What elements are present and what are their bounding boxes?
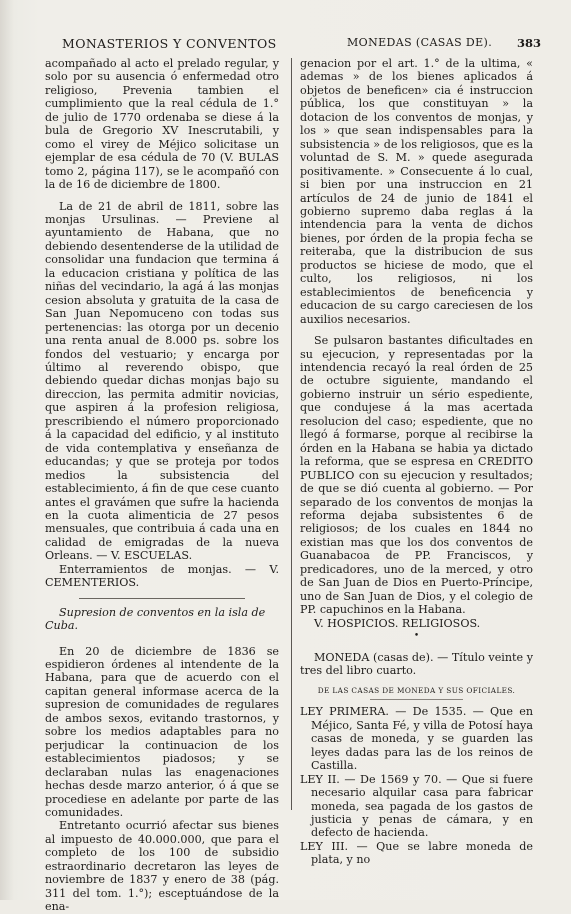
paragraph: acompañado al acto el prelado regular, y solo por su ausencia ó enfermedad otro religioso, Prevenia tambien el cumplimiento que la real cédula de 1.° de julio de 1770 ordenaba se diese á la bula de Gregorio XV Inescrutabili, y como el virey de Méjico solicitase un ejemplar de esa cédula de 70 (V. BULAS tomo 2, página 117), se le acompañó con la de 16 de diciembre de 1800. [45, 57, 279, 192]
right-column [300, 57, 533, 867]
running-head-right: MONEDAS (CASAS DE). [347, 36, 493, 49]
paragraph: Entretanto ocurrió afectar sus bienes al impuesto de 40.000.000, que para el completo de los 100 de subsidio estraordinario decretaron las leyes de noviembre de 1837 y enero de 38 (pág. 311 del tom. 1.°); esceptuándose de la ena- [45, 819, 279, 914]
section-heading: Supresion de conventos en la isla de Cuba. [45, 605, 266, 633]
section-subtitle: DE LAS CASAS DE MONEDA Y SUS OFICIALES. [317, 685, 516, 695]
section-divider [79, 598, 245, 599]
paragraph: genacion por el art. 1.° de la ultima, « ademas » de los bienes aplicados á objetos de beneficen» cia é instruccion pública, los que constituyan » la dotacion de los conventos de monjas, y los » que sean indispensables para la subsistencia » de los religiosos, que es la voluntad de S. M. » quede asegurada positivamente. » Consecuente á lo cual, si bien por una instruccion en 21 artículos de 24 de junio de 1841 el gobierno supremo daba reglas á la intendencia para la venta de dichos bienes, por órden de la propia fecha se reiteraba, que la distribucion de sus productos se hiciese de modo, que el culto, los religiosos, ni los establecimientos de beneficencia y educacion de su cargo careciesen de los auxilios necesarios. [300, 57, 533, 326]
cross-reference: V. HOSPICIOS. RELIGIOSOS. [314, 616, 481, 630]
page-header [40, 36, 541, 54]
paragraph: En 20 de diciembre de 1836 se espidieron órdenes al intendente de la Habana, para que de acuerdo con el capitan general informase acerca de la supresion de comunidades de regulares de ambos sexos, evitando trastornos, y sobre los medios adaptables para no perjudicar la continuacion de los establecimientos piadosos; y se declaraban nulas las enagenaciones hechas desde marzo anterior, ó á que se procediese en adelante por parte de las comunidades. [45, 644, 279, 820]
left-column [45, 57, 279, 914]
law-entry: LEY PRIMERA. — De 1535. — Que en Méjico, Santa Fé, y villa de Potosí haya casas de moneda, y se guarden las leyes dadas para las de los reinos de Castilla. [300, 705, 533, 773]
column-rule [291, 58, 292, 810]
title-entry: MONEDA (casas de). — Título veinte y tres del libro cuarto. [300, 651, 533, 678]
running-head-left: MONASTERIOS Y CONVENTOS [62, 36, 277, 51]
subtitle-rule [370, 699, 463, 700]
paragraph: Se pulsaron bastantes dificultades en su ejecucion, y representadas por la intendencia recayó la real órden de 25 de octubre siguiente, mandando el gobierno instruir un sério espediente, que condujese á la mas acertada resolucion del caso; espediente, que no llegó á formarse, porque al recibirse la órden en la Habana se habia ya dictado la reforma, que se espresa en CREDITO PUBLICO con su ejecucion y resultados; de que se dió cuenta al gobierno. — Por separado de los conventos de monjas la reforma dejaba subsistentes 6 de religiosos; de los cuales en 1844 no existian mas que los dos conventos de Guanabacoa de PP. Franciscos, y predicadores, uno de la merced, y otro de San Juan de Dios en Puerto-Príncipe, uno de San Juan de Dios, y el colegio de PP. capuchinos en la Habana. [300, 334, 533, 617]
paragraph-enterramientos: Enterramientos de monjas. — V. CEMENTERIOS. [45, 562, 279, 590]
ornament-dot: • [413, 631, 420, 642]
law-entry: LEY III. — Que se labre moneda de plata, y no [300, 839, 533, 867]
paragraph-ursulinas: La de 21 de abril de 1811, sobre las monjas Ursulinas. — Previene al ayuntamiento de Habana, que no debiendo desentenderse de la utilidad de consolidar una fundacion que termina á la educacion cristiana y política de las niñas del vecindario, la agá á las monjas cesion absoluta y gratuita de la casa de San Juan Nepomuceno con todas sus pertenencias: las otorga por un decenio una renta anual de 8.000 ps. sobre los fondos del vestuario; y encarga por último al reverendo obispo, que debiendo quedar dichas monjas bajo su direccion, las permita admitir novicias, que aspiren á la profesion religiosa, prescribiendo el número proporcionado á la capacidad del edificio, y al instituto de vida contemplativa y enseñanza de educandas; y que se proteja por todos medios la subsistencia del establecimiento, á fin de que cese cuanto antes el gravámen que sufre la hacienda en la cuota alimenticia de 27 pesos mensuales, que contribuia á cada una en calidad de emigradas de la nueva Orleans. — V. ESCUELAS. [45, 199, 279, 563]
page-number: 383 [516, 36, 541, 50]
law-entry: LEY II. — De 1569 y 70. — Que si fuere necesario alquilar casa para fabricar moneda, sea pagada de los gastos de justicia y penas de cámara, y en defecto de hacienda. [300, 772, 533, 840]
